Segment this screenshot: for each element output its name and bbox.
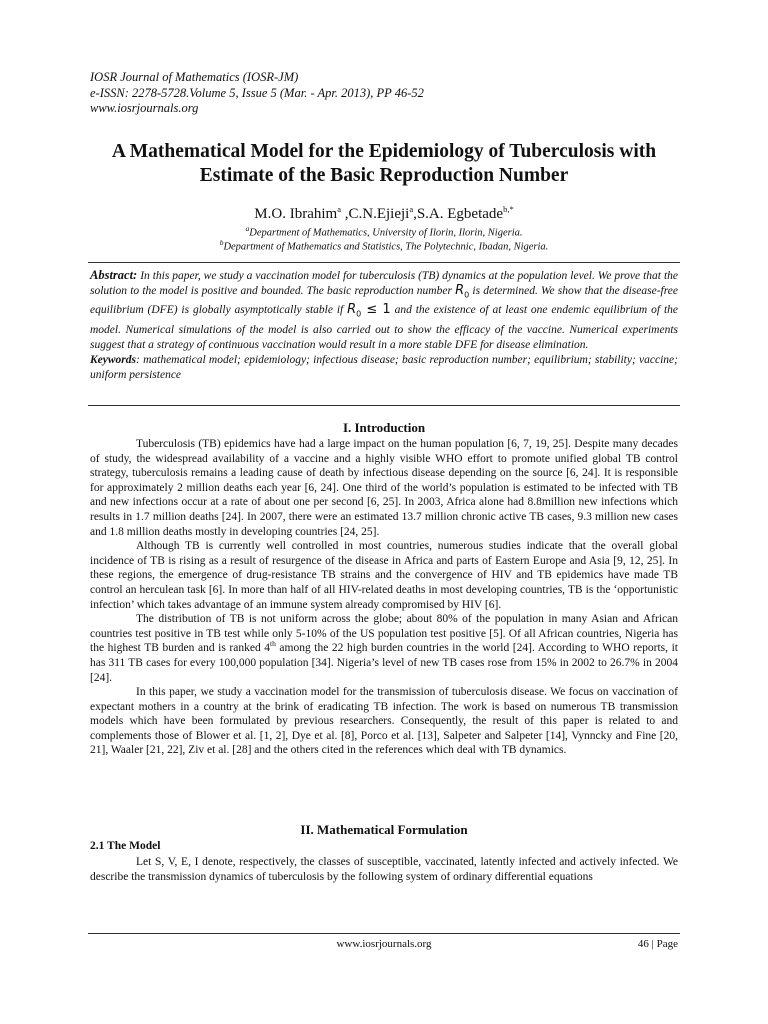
section-heading-formulation: II. Mathematical Formulation — [300, 822, 468, 837]
author-list — [0, 200, 768, 223]
author-affil-mark: a — [409, 204, 414, 214]
abstract-text: is determined. We show that the disease-free equilibrium (DFE) is globally asymptotically stable if — [90, 284, 678, 317]
paragraph: The distribution of TB is not uniform across the globe; about 80% of the population in many Asian and African countries test positive in TB test while only 5-10% of the US population test positive [5]. Of all African countries, Nigeria has the highest TB burden and is ranked 4th among the 22 high burden countries in the world [24]. According to WHO reports, it has 311 TB cases for every 100,000 population [34]. Nigeria’s level of new TB cases rose from 15% in 2002 to 26.7% in 2004 [24]. — [90, 613, 678, 684]
affil-text: Department of Mathematics and Statistics, The Polytechnic, Ibadan, Nigeria. — [223, 241, 549, 253]
author-affil-mark: b,* — [503, 204, 514, 214]
journal-header — [90, 70, 424, 117]
abstract-top-rule — [88, 262, 680, 263]
footer-rule — [88, 933, 680, 934]
author-affil-mark: a — [337, 204, 341, 214]
model-body — [90, 855, 678, 884]
keywords-label: Keywords — [90, 353, 136, 366]
abstract-label: Abstract: — [90, 268, 138, 282]
author-name: ,S.A. Egbetade — [413, 206, 504, 222]
affil-mark: a — [245, 224, 250, 233]
paragraph: Although TB is currently well controlled in most countries, numerous studies indicate that the overall global incidence of TB is rising as a result of resurgence of the disease in Africa and parts of Eastern Europe and Asia [9, 12, 25]. In these regions, the emergence of drug-resistance TB strains and the convergence of HIV and TB epidemics have made TB control an herculean task [6]. In more than half of all HIV-related deaths in most developing countries, TB is the ‘opportunistic infection’ which takes advantage of an immune system already compromised by HIV [6]. — [90, 540, 678, 611]
section-heading-introduction: I. Introduction — [342, 420, 426, 435]
affil-mark: b — [219, 238, 224, 247]
paragraph: In this paper, we study a vaccination model for the transmission of tuberculosis disease. We focus on vaccination of expectant mothers in a country at the brink of eradicating TB infection. The work is based on numerous TB transmission models which have been formulated by previous researchers. Consequently, the result of this paper is related to and complements those of Blower et al. [1, 2], Dye et al. [8], Porco et al. [13], Salpeter and Salpeter [14], Vynncky and Fine [20, 21], Waaler [21, 22], Ziv et al. [28] and the others cited in the references which deal with TB dynamics. — [90, 686, 678, 757]
footer-url[interactable]: www.iosrjournals.org — [336, 938, 432, 950]
r0-symbol: $R_0$ — [455, 282, 470, 300]
author-name: ,C.N.Ejieji — [340, 206, 410, 222]
abstract-bottom-rule — [88, 405, 680, 406]
stability-condition: $R_0 \le 1$ — [347, 302, 391, 319]
journal-url[interactable]: www.iosrjournals.org — [90, 101, 199, 115]
subsection-heading: 2.1 The Model — [90, 840, 161, 852]
abstract-text: and the existence of at least one endemic equilibrium of the model. Numerical simulations of the model is also carried out to show the efficacy of the vaccine. Numerical experiments suggest that a strategy of continuous vaccination would result in a more stable DFE for disease elimination. — [90, 304, 678, 351]
paragraph: Let S, V, E, I denote, respectively, the classes of susceptible, vaccinated, latently infected and actively infected. We describe the transmission dynamics of tuberculosis by the following system of ordinary differential equations — [90, 856, 678, 883]
affil-text: Department of Mathematics, University of Ilorin, Ilorin, Nigeria. — [249, 227, 523, 239]
abstract — [90, 268, 678, 383]
keywords-text: : mathematical model; epidemiology; infectious disease; basic reproduction number; equilibrium; stability; vaccine; uniform persistence — [90, 353, 678, 381]
journal-issue: e-ISSN: 2278-5728.Volume 5, Issue 5 (Mar. - Apr. 2013), PP 46-52 — [90, 85, 424, 100]
title-line-2: Estimate of the Basic Reproduction Number — [199, 165, 569, 186]
title-line-1: A Mathematical Model for the Epidemiology of Tuberculosis with — [111, 141, 657, 162]
author-name: M.O. Ibrahim — [254, 206, 338, 222]
journal-name: IOSR Journal of Mathematics (IOSR-JM) — [90, 70, 299, 84]
paper-title — [70, 140, 698, 188]
affiliation-b — [0, 236, 768, 254]
paragraph: Tuberculosis (TB) epidemics have had a large impact on the human population [6, 7, 19, 25]. Despite many decades of study, the widespread availability of a vaccine and a highly visible WHO effort to promote unified global TB control strategy, tuberculosis remains a leading cause of death by infectious disease depending on the source [6, 24]. It is responsible for approximately 2 million deaths each year [6, 24]. One third of the world’s population is estimated to be infected with TB and new infections occur at a rate of about one per second [6, 25]. In 2003, Africa alone had 8.8million new infections which results in 1.7 million deaths [24]. In 2007, there were an estimated 13.7 million chronic active TB cases, 9.3 million new cases and 1.8 million deaths mostly in developing countries [24, 25]. — [90, 438, 678, 538]
page-number: 46 | Page — [637, 938, 678, 950]
introduction-body — [90, 437, 678, 758]
abstract-text: In this paper, we study a vaccination model for tuberculosis (TB) dynamics at the population level. We prove that the solution to the model is positive and bounded. The basic reproduction number — [90, 270, 678, 297]
